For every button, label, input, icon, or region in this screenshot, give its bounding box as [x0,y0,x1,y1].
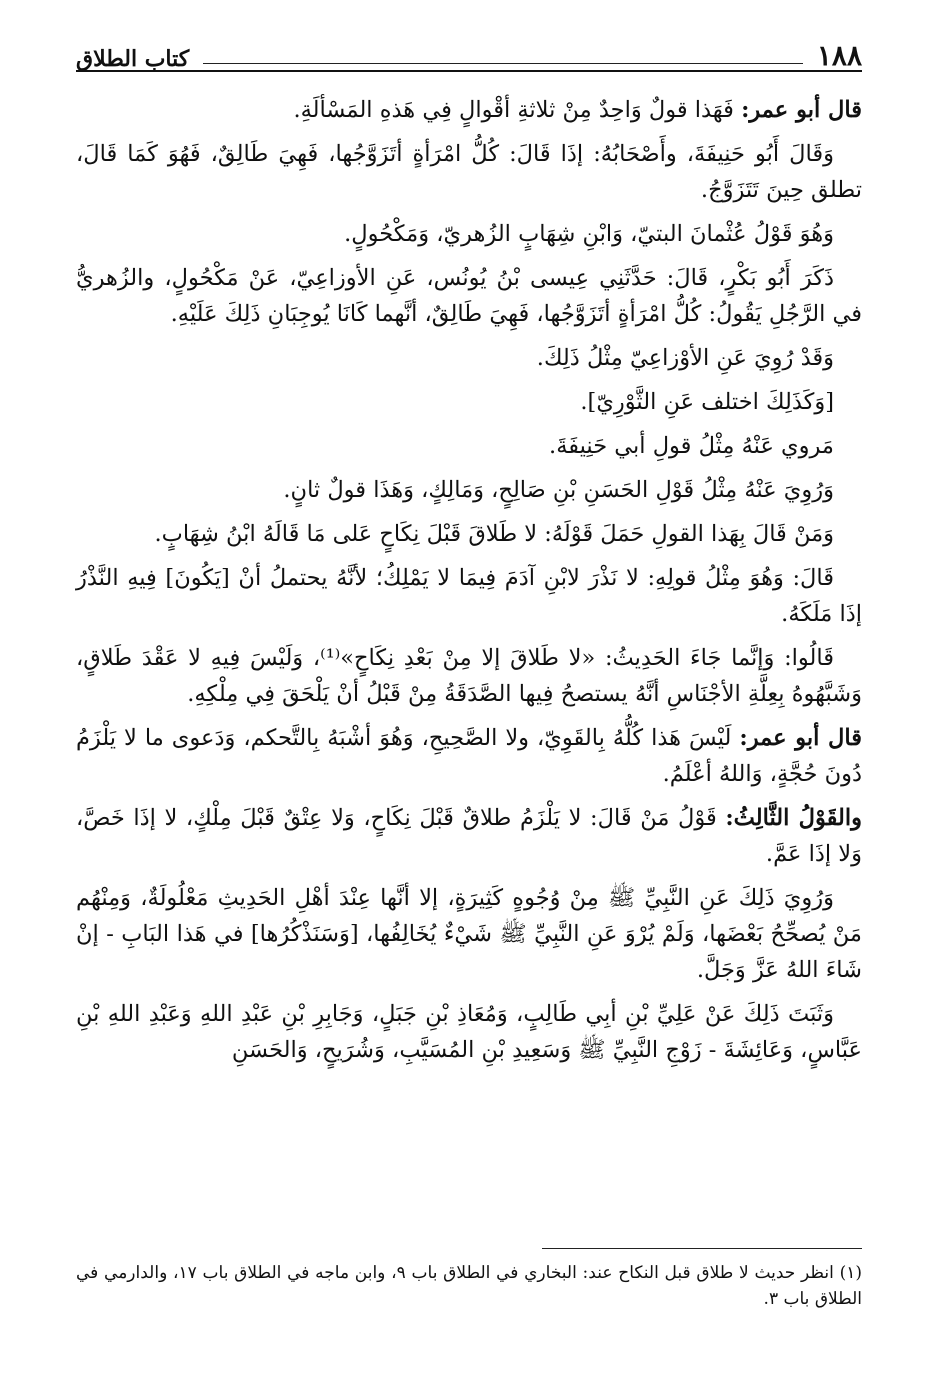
paragraph-text: لَيْسَ هَذا كُلُّهُ بِالقَوِيّ، ولا الصَّحِيحِ، وَهُوَ أشْبَهُ بِالتَّحكم، وَدَعوى ما لا يَلْزَمُ دُونَ حُجَّةٍ، وَاللهُ أعْلَمُ. [76,725,862,787]
paragraph-text: وَهُوَ قَوْلُ عُثْمانَ البتيّ، وَابْنِ شِهَابٍ الزُهريّ، وَمَكْحُولٍ. [344,221,834,247]
paragraph [76,800,862,872]
paragraph-text: قَالُوا: وَإنَّما جَاءَ الحَدِيثُ: «لا طَلاقَ إلا مِنْ بَعْدِ نِكَاحٍ»⁽¹⁾، وَلَيْسَ فِيهِ لا عَقْدَ طَلاقٍ، وَشَبَّهُوهُ بِعِلَّةِ الأجْنَاسِ أنَّهُ يستصحُ فِيها الصَّدَقَةُ مِنْ قَبْلُ أنْ يَلْحَقَ فِي مِلْكِهِ. [76,645,862,707]
paragraph [76,428,862,464]
paragraph-text: وَرُوِيَ ذَلِكَ عَنِ النَّبِيِّ ﷺ مِنْ وُجُوهٍ كَثِيرَةٍ، إلا أنَّها عِنْدَ أهْلِ الحَدِيثِ مَعْلُولَةٌ، وَمِنْهُم مَنْ يُصحِّحُ بَعْضَها، وَلَمْ يُرْوَ عَنِ النَّبِيِّ ﷺ شَيْءٌ يُخَالِفُها، [وَسَنَذْكُرُها] في هَذا البَابِ - إنْ شَاءَ اللهُ عَزَّ وَجَلَّ. [76,885,862,983]
header-line [203,63,803,64]
paragraph [76,560,862,632]
page-number: ١٨٨ [816,39,862,72]
paragraph-text: [وَكَذَلِكَ اختلف عَنِ الثَّوْرِيّ]. [580,389,834,415]
paragraph [76,92,862,128]
paragraph [76,720,862,792]
paragraph-text: وَثَبَتَ ذَلِكَ عَنْ عَلِيِّ بْنِ أبِي طَالِبٍ، وَمُعَاذِ بْنِ جَبَلٍ، وَجَابِرِ بْنِ عَبْدِ اللهِ وَعَبْدِ اللهِ بْنِ عَبَّاسٍ، وَعَائِشَةَ - زَوْجِ النَّبِيِّ ﷺ وَسَعِيدِ بْنِ المُسَيَّبِ، وَشُرَيحٍ، وَالحَسَنِ [76,1001,862,1063]
paragraph [76,880,862,988]
paragraph-text: وَقَدْ رُوِيَ عَنِ الأوْزاعِيّ مِثْلُ ذَلِكَ. [536,345,834,371]
header-rule [76,70,862,72]
paragraph-text: مَروي عَنْهُ مِثْلُ قولِ أبي حَنِيفَةَ. [549,433,834,459]
paragraph [76,472,862,508]
paragraph-text: وَقَالَ أَبُو حَنِيفَةَ، وأَصْحَابُهُ: إذَا قَالَ: كُلُّ امْرَأةٍ أتَزَوَّجُها، فَهِيَ طَالِقٌ، فَهُوَ كَمَا قَالَ، تطلق حِينَ تَتَزَوَّجُ. [76,141,862,203]
paragraph [76,996,862,1068]
speaker-label: قال أبو عمر: [739,725,863,751]
paragraph-text: وَمَنْ قَالَ بِهَذا القولِ حَمَلَ قَوْلَهُ: لا طَلاقَ قَبْلَ نِكَاحٍ عَلى مَا قَالَهُ ابْنُ شِهَابٍ. [154,521,834,547]
paragraph [76,340,862,376]
page-header [76,30,862,70]
book-title: كتاب الطلاق [76,46,190,72]
paragraph [76,516,862,552]
paragraph-text: ذَكَرَ أَبُو بَكْرٍ، قَالَ: حَدَّثَنِي عِيسى بْنُ يُونُس، عَنِ الأوزاعِيّ، عَنْ مَكْحُولٍ، والزُهريُّ في الرَّجُلِ يَقُولُ: كُلُّ امْرَأةٍ أتَزَوَّجُها، فَهِيَ طَالِقٌ، أنَّهما كَانَا يُوجِبَانِ ذَلِكَ عَلَيْهِ. [76,265,862,327]
footnotes [76,1260,862,1312]
speaker-label: قال أبو عمر: [741,97,862,123]
paragraph [76,216,862,252]
speaker-label: والقَوْلُ الثَّالِثُ: [725,805,863,831]
paragraph [76,136,862,208]
footnote-rule [542,1248,862,1249]
paragraph [76,640,862,712]
paragraph [76,384,862,420]
footnote: (١) انظر حديث لا طلاق قبل النكاح عند: البخاري في الطلاق باب ٩، وابن ماجه في الطلاق باب ١٧، والدارمي في الطلاق باب ٣. [76,1263,862,1309]
paragraph [76,260,862,332]
paragraph-text: فَهَذا قولٌ وَاحِدٌ مِنْ ثلاثةِ أقْوالٍ فِي هَذهِ المَسْألَةِ. [293,97,734,123]
paragraph-text: قَالَ: وَهُوَ مِثْلُ قولِهِ: لا نَذْرَ لابْنِ آدَمَ فِيمَا لا يَمْلِكُ؛ لأنَّهُ يحتملُ أنْ [يَكُونَ] فِيهِ النَّذْرُ إذَا مَلَكَهُ. [76,565,862,627]
body-text [76,92,862,1076]
paragraph-text: وَرُوِيَ عَنْهُ مِثْلُ قَوْلِ الحَسَنِ بْنِ صَالِحٍ، وَمَالِكٍ، وَهَذَا قولٌ ثانٍ. [283,477,834,503]
paragraph-text: قَوْلُ مَنْ قَالَ: لا يَلْزَمُ طلاقٌ قَبْلَ نِكَاحٍ، وَلا عِتْقٌ قَبْلَ مِلْكٍ، لا إذَا خَصَّ، وَلا إذَا عَمَّ. [76,805,862,867]
